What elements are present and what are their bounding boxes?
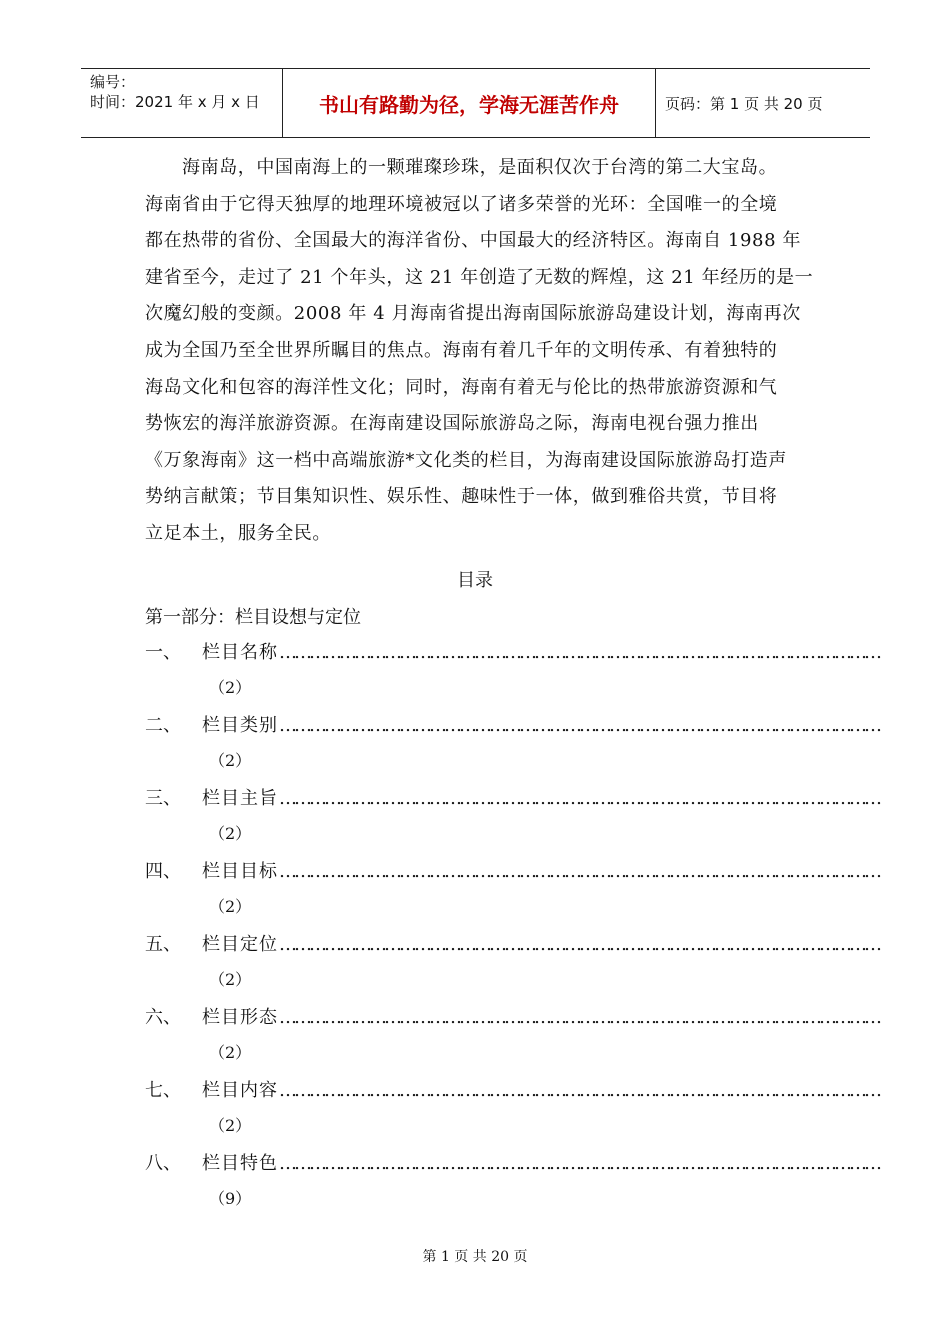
toc-item-name: 栏目类别 — [202, 715, 278, 736]
toc-title: 目录 — [457, 570, 493, 591]
toc-item[interactable] — [145, 930, 879, 1003]
toc-item-number: 二、 — [145, 715, 181, 736]
toc-item-number: 三、 — [145, 788, 181, 809]
header-page-label: 页码：第 1 页 共 20 页 — [665, 94, 823, 113]
page-footer: 第 1 页 共 20 页 — [422, 1249, 528, 1265]
toc-item[interactable] — [145, 638, 879, 711]
header-number-label: 编号： — [90, 73, 136, 91]
toc-item-number: 四、 — [145, 861, 181, 882]
header-time-label: 时间：2021 年 x 月 x 日 — [90, 93, 260, 111]
paragraph-line: 海南省由于它得天独厚的地理环境被冠以了诸多荣誉的光环：全国唯一的全境 — [145, 193, 778, 215]
toc-item-page: （2） — [209, 751, 252, 770]
page-header-table — [81, 68, 870, 138]
toc-leader-dots: ………………………………………………………………………………………………………… — [279, 1153, 879, 1174]
toc-item[interactable] — [145, 1076, 879, 1149]
paragraph-line: 建省至今，走过了 21 个年头，这 21 年创造了无数的辉煌，这 21 年经历的是一 — [145, 266, 814, 288]
toc-leader-dots: ………………………………………………………………………………………………………… — [279, 642, 879, 663]
toc-leader-dots: ………………………………………………………………………………………………………… — [279, 1080, 879, 1101]
toc-item-number: 六、 — [145, 1007, 181, 1028]
toc-item[interactable] — [145, 784, 879, 857]
intro-paragraph — [145, 150, 814, 553]
toc-item[interactable] — [145, 711, 879, 784]
toc-item[interactable] — [145, 1003, 879, 1076]
toc-item-name: 栏目名称 — [202, 642, 278, 663]
toc-item-name: 栏目内容 — [202, 1080, 278, 1101]
paragraph-line: 《万象海南》这一档中高端旅游*文化类的栏目，为海南建设国际旅游岛打造声 — [145, 449, 787, 471]
toc-item-name: 栏目形态 — [202, 1007, 278, 1028]
toc-leader-dots: ………………………………………………………………………………………………………… — [279, 715, 879, 736]
paragraph-line: 海岛文化和包容的海洋性文化；同时，海南有着无与伦比的热带旅游资源和气 — [145, 376, 778, 398]
toc-item-number: 八、 — [145, 1153, 181, 1174]
paragraph-line: 次魔幻般的变颜。2008 年 4 月海南省提出海南国际旅游岛建设计划，海南再次 — [145, 303, 801, 325]
toc-item-number: 七、 — [145, 1080, 181, 1101]
toc-item-page: （9） — [209, 1189, 252, 1208]
toc-item-page: （2） — [209, 824, 252, 843]
toc-item-page: （2） — [209, 1116, 252, 1135]
toc-item-name: 栏目主旨 — [202, 788, 278, 809]
toc-leader-dots: ………………………………………………………………………………………………………… — [279, 788, 879, 809]
toc-item-page: （2） — [209, 678, 252, 697]
toc-item-number: 五、 — [145, 934, 181, 955]
toc-item-name: 栏目特色 — [202, 1153, 278, 1174]
toc-item-name: 栏目定位 — [202, 934, 278, 955]
toc-item-page: （2） — [209, 970, 252, 989]
header-info-cell — [81, 69, 283, 137]
toc-item-number: 一、 — [145, 642, 181, 663]
toc-item[interactable] — [145, 857, 879, 930]
paragraph-line: 都在热带的省份、全国最大的海洋省份、中国最大的经济特区。海南自 1988 年 — [145, 230, 802, 252]
toc-leader-dots: ………………………………………………………………………………………………………… — [279, 934, 879, 955]
paragraph-line: 成为全国乃至全世界所瞩目的焦点。海南有着几千年的文明传承、有着独特的 — [145, 339, 778, 361]
paragraph-line: 势纳言献策；节目集知识性、娱乐性、趣味性于一体，做到雅俗共赏，节目将 — [145, 486, 778, 508]
toc-item[interactable] — [145, 1149, 879, 1222]
paragraph-line: 海南岛，中国南海上的一颗璀璨珍珠，是面积仅次于台湾的第二大宝岛。 — [182, 157, 778, 178]
toc-leader-dots: ………………………………………………………………………………………………………… — [279, 861, 879, 882]
toc-item-name: 栏目目标 — [202, 861, 278, 882]
header-slogan: 书山有路勤为径，学海无涯苦作舟 — [283, 69, 656, 137]
toc-leader-dots: ………………………………………………………………………………………………………… — [279, 1007, 879, 1028]
toc-item-page: （2） — [209, 897, 252, 916]
paragraph-line: 势恢宏的海洋旅游资源。在海南建设国际旅游岛之际，海南电视台强力推出 — [145, 413, 759, 435]
toc-item-page: （2） — [209, 1043, 252, 1062]
paragraph-line: 立足本土，服务全民。 — [145, 522, 331, 544]
toc-part-heading: 第一部分：栏目设想与定位 — [145, 607, 361, 628]
table-of-contents — [145, 638, 879, 1222]
